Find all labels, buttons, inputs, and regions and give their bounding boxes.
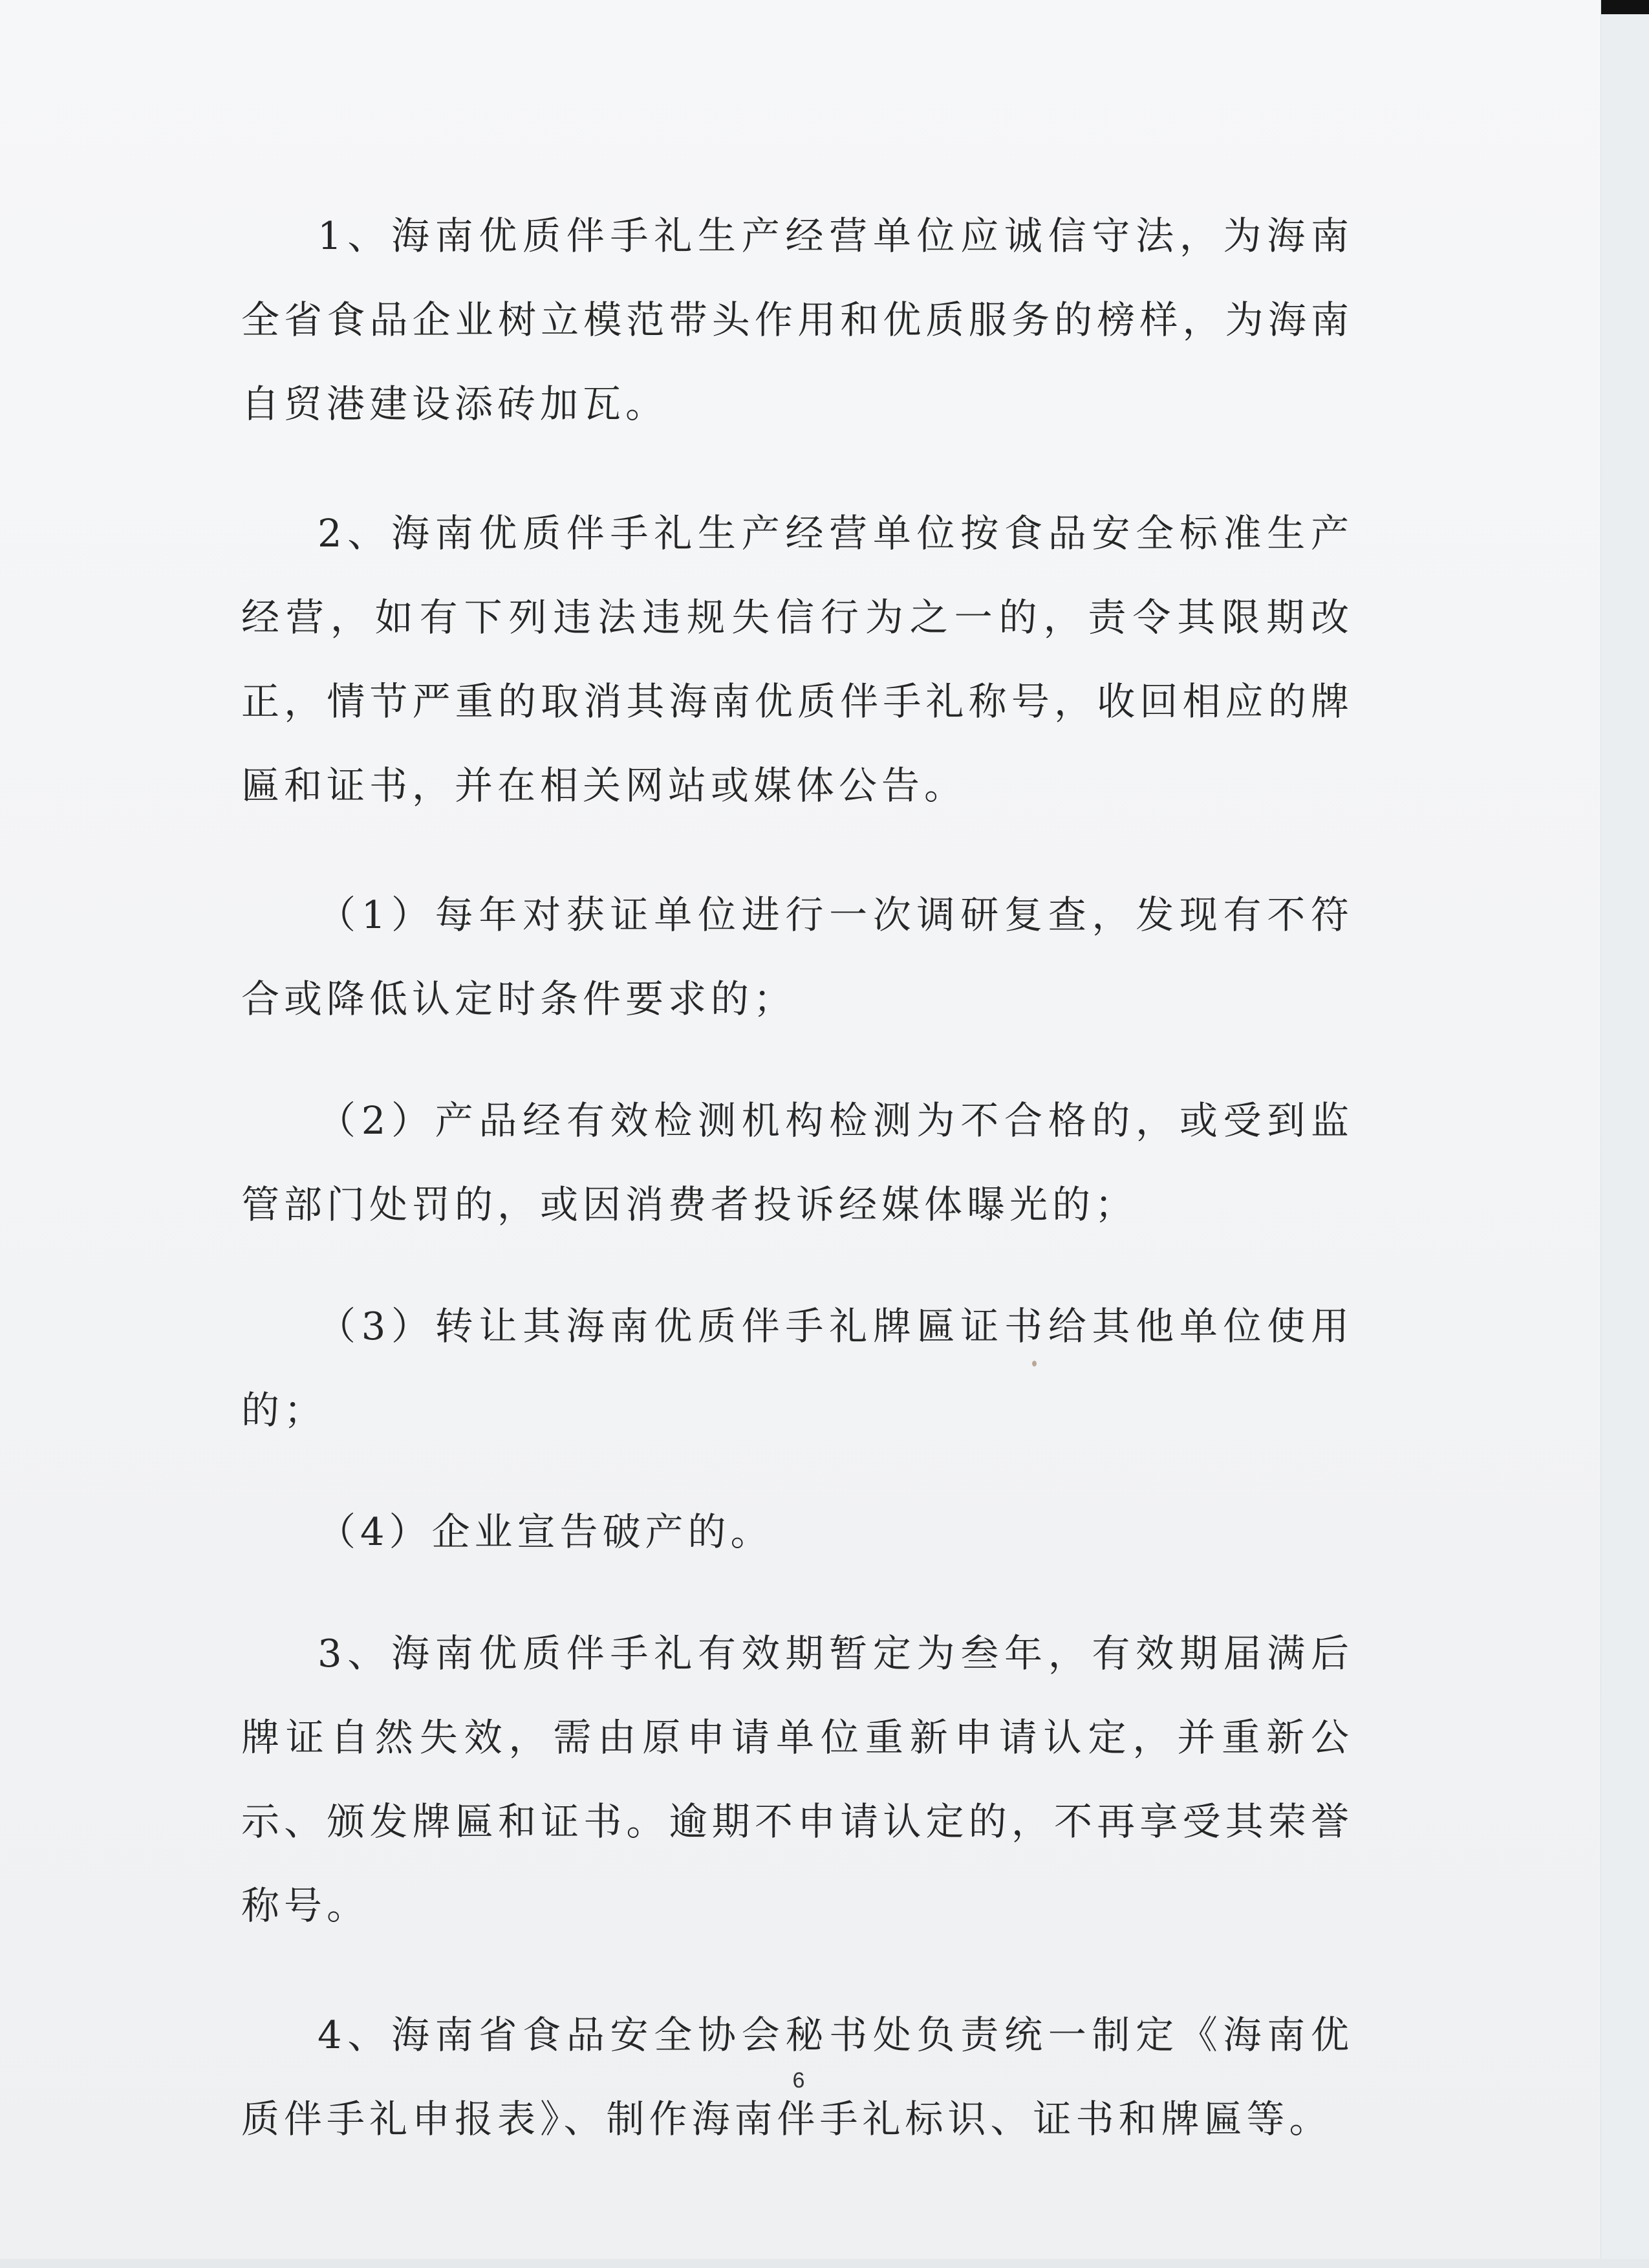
paragraph-3: 3、海南优质伴手礼有效期暂定为叁年，有效期届满后牌证自然失效，需由原申请单位重新申请认定，并重新公示、颁发牌匾和证书。逾期不申请认定的，不再享受其荣誉称号。 bbox=[241, 1631, 1353, 1928]
list-item-2: （2）产品经有效检测机构检测为不合格的，或受到监管部门处罚的，或因消费者投诉经媒体曝光的； bbox=[241, 1098, 1353, 1227]
paragraph-2: 2、海南优质伴手礼生产经营单位按食品安全标准生产经营，如有下列违法违规失信行为之一的，责令其限期改正，情节严重的取消其海南优质伴手礼称号，收回相应的牌匾和证书，并在相关网站或媒体公告。 bbox=[241, 511, 1353, 808]
paragraph-1: 1、海南优质伴手礼生产经营单位应诚信守法，为海南全省食品企业树立模范带头作用和优质服务的榜样，为海南自贸港建设添砖加瓦。 bbox=[241, 213, 1353, 426]
scan-edge-right bbox=[1600, 0, 1649, 2268]
list-item-4: （4）企业宣告破产的。 bbox=[318, 1509, 773, 1554]
scan-speck bbox=[1032, 1361, 1037, 1366]
list-item-1: （1）每年对获证单位进行一次调研复查，发现有不符合或降低认定时条件要求的； bbox=[241, 892, 1353, 1021]
document-body bbox=[241, 194, 1353, 2207]
paragraph-4: 4、海南省食品安全协会秘书处负责统一制定《海南优质伴手礼申报表》、制作海南伴手礼标识、证书和牌匾等。 bbox=[241, 2013, 1353, 2141]
scan-edge-bottom bbox=[0, 2259, 1649, 2268]
page-number: 6 bbox=[792, 2068, 805, 2093]
scan-corner-mark bbox=[1601, 0, 1649, 14]
list-item-3: （3）转让其海南优质伴手礼牌匾证书给其他单位使用的； bbox=[241, 1304, 1353, 1432]
